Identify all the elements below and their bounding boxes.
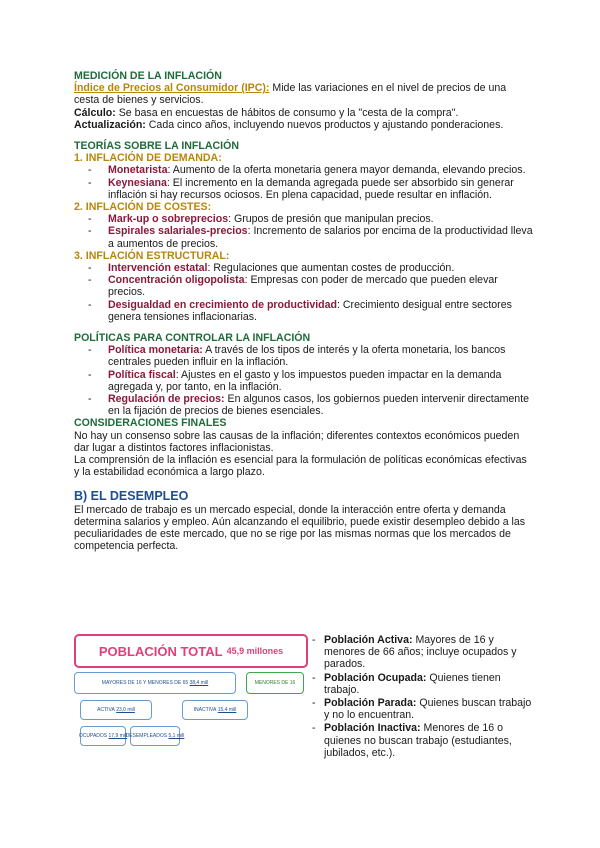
ocupados-label: OCUPADOS — [78, 733, 108, 739]
list-item — [88, 393, 534, 417]
list-item — [88, 344, 534, 368]
parados-label: DESEMPLEADOS — [125, 733, 168, 739]
costes-title: 2. INFLACIÓN DE COSTES: — [74, 201, 212, 214]
item-term: Monetarista — [108, 164, 168, 177]
item-term: Keynesiana — [108, 176, 167, 189]
list-item — [312, 722, 534, 759]
list-item — [88, 164, 534, 176]
inactiva-box — [182, 700, 248, 720]
item-text: : Ajustes en el gasto y los impuestos pueden impactar en la demanda agregada y, por tanto, en la inflación. — [108, 368, 502, 393]
item-term: Población Inactiva: — [324, 722, 421, 735]
item-text: : Crecimiento desigual entre sectores genera tensiones inflacionarias. — [108, 298, 512, 323]
calculo-paragraph — [74, 107, 534, 119]
item-text: : Incremento de salarios por encima de la productividad lleva a aumentos de precios. — [108, 225, 533, 250]
politicas-list — [74, 344, 534, 417]
actualizacion-paragraph — [74, 119, 534, 131]
list-item — [88, 369, 534, 393]
item-term: Población Ocupada: — [324, 671, 427, 684]
consideraciones-title: CONSIDERACIONES FINALES — [74, 417, 227, 430]
activa-box — [80, 700, 152, 720]
item-text: : Regulaciones que aumentan costes de producción. — [207, 262, 455, 275]
ocupados-box — [80, 726, 126, 746]
list-item — [88, 213, 534, 225]
teorias-title: TEORÍAS SOBRE LA INFLACIÓN — [74, 140, 239, 153]
menores-label: MENORES DE 16 — [254, 680, 296, 686]
list-item — [312, 697, 534, 721]
poblacion-diagram — [74, 634, 306, 752]
item-term: Regulación de precios: — [108, 393, 225, 406]
actualizacion-text: Cada cinco años, incluyendo nuevos productos y ajustando ponderaciones. — [145, 118, 504, 131]
calculo-text: Se basa en encuestas de hábitos de consumo y la "cesta de la compra". — [115, 106, 459, 119]
ipc-text: Mide las variaciones en el nivel de precios de una cesta de bienes y servicios. — [74, 82, 507, 107]
mayores-box — [74, 672, 236, 694]
demanda-title: 1. INFLACIÓN DE DEMANDA: — [74, 152, 222, 165]
list-item — [312, 672, 534, 696]
document-body — [74, 70, 534, 552]
demanda-list — [74, 164, 534, 201]
poblacion-definitions — [312, 634, 534, 760]
item-text: : El incremento en la demanda agregada puede ser absorbido sin generar inflación si hay recursos ociosos. En plena capacidad, puede resultar en inflación. — [108, 176, 514, 201]
desempleo-title: B) EL DESEMPLEO — [74, 488, 189, 503]
item-text: : Grupos de presión que manipulan precios. — [228, 213, 434, 226]
total-value: 45,9 millones — [226, 646, 284, 656]
list-item — [88, 262, 534, 274]
list-item — [312, 634, 534, 671]
item-term: Intervención estatal — [108, 262, 208, 275]
consideraciones-p1: No hay un consenso sobre las causas de la inflación; diferentes contextos económicos pueden dar lugar a distintos factores inflacionistas. — [74, 429, 520, 454]
activa-value: 23,0 mill — [116, 707, 135, 713]
list-item — [88, 274, 534, 298]
item-text: : Empresas con poder de mercado que pueden elevar precios. — [108, 274, 498, 299]
item-text: Quienes tienen trabajo. — [324, 671, 501, 696]
item-text: Quienes buscan trabajo y no lo encuentran. — [324, 697, 532, 722]
list-item — [88, 225, 534, 249]
actualizacion-label: Actualización: — [74, 118, 146, 131]
item-term: Población Activa: — [324, 634, 413, 646]
item-term: Política monetaria: — [108, 344, 203, 357]
poblacion-total-box — [74, 634, 308, 668]
estructural-list — [74, 262, 534, 323]
item-term: Población Parada: — [324, 697, 417, 710]
parados-value: 5,1 mill — [168, 733, 185, 739]
item-text: Mayores de 16 y menores de 66 años; incluye ocupados y parados. — [324, 634, 517, 671]
mayores-label: MAYORES DE 16 Y MENORES DE 65 — [101, 680, 189, 686]
item-term: Mark-up o sobreprecios — [108, 213, 229, 226]
consideraciones-p2: La comprensión de la inflación es esencial para la formulación de políticas económicas efectivas y la estabilidad económica a largo plazo. — [74, 454, 527, 479]
ipc-paragraph — [74, 82, 534, 106]
politicas-title: POLÍTICAS PARA CONTROLAR LA INFLACIÓN — [74, 332, 311, 345]
total-label: POBLACIÓN TOTAL — [98, 643, 223, 659]
inactiva-label: INACTIVA — [193, 707, 217, 713]
item-text: : Aumento de la oferta monetaria genera mayor demanda, elevando precios. — [167, 164, 526, 177]
item-term: Desigualdad en crecimiento de productividad — [108, 298, 337, 311]
item-text: Menores de 16 o quienes no buscan trabajo (estudiantes, jubilados, etc.). — [324, 722, 512, 759]
estructural-title: 3. INFLACIÓN ESTRUCTURAL: — [74, 249, 230, 262]
medicion-title: MEDICIÓN DE LA INFLACIÓN — [74, 70, 222, 82]
calculo-label: Cálculo: — [74, 106, 116, 119]
inactiva-value: 15,4 mill — [217, 707, 237, 713]
item-term: Política fiscal — [108, 368, 176, 381]
activa-label: ACTIVA — [97, 707, 115, 713]
menores-box — [246, 672, 304, 694]
list-item — [88, 299, 534, 323]
ipc-term: Índice de Precios al Consumidor (IPC): — [74, 82, 270, 95]
item-text: En algunos casos, los gobiernos pueden intervenir directamente en la fijación de precios de bienes esenciales. — [108, 393, 530, 418]
parados-box — [125, 726, 185, 746]
item-text: A través de los tipos de interés y la oferta monetaria, los bancos centrales pueden influir en la inflación. — [108, 344, 506, 369]
costes-list — [74, 213, 534, 250]
mayores-value: 38,4 mill — [189, 680, 209, 686]
desempleo-intro: El mercado de trabajo es un mercado especial, donde la interacción entre oferta y demanda determina salarios y empleo. Aún alcanzando el equilibrio, puede existir desempleo debido a las peculiaridades de este mercado, que no se rige por las mismas normas que los mercados de competencia perfecta. — [74, 503, 526, 553]
item-term: Espirales salariales-precios — [108, 225, 248, 238]
ocupados-value: 17,9 mill — [108, 733, 128, 739]
item-term: Concentración oligopolista — [108, 274, 245, 287]
list-item — [88, 177, 534, 201]
